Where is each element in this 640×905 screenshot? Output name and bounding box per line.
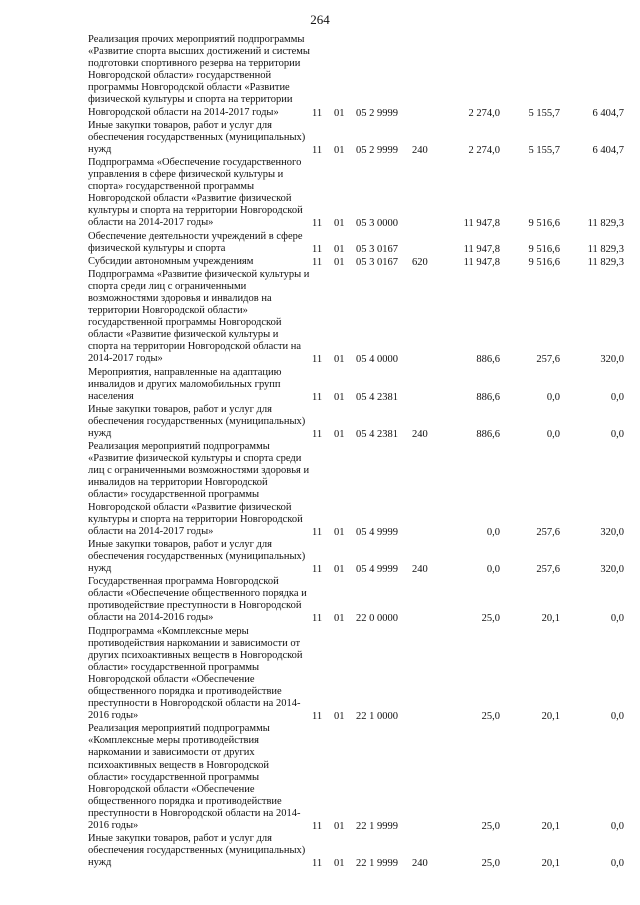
table-row: [88, 120, 624, 157]
target-article-code: 22 1 0000: [356, 711, 398, 723]
budget-table: [88, 34, 624, 870]
section-code: 11: [312, 354, 323, 366]
amount-col-3: 0,0: [610, 821, 624, 832]
amount-col-2: 0,0: [546, 391, 560, 403]
row-name: Иные закупки товаров, работ и услуг для обеспечения государственных (муниципальных) нужд: [88, 538, 306, 575]
amount-col-2: 0,0: [546, 429, 560, 440]
table-row: [88, 231, 624, 256]
amount-col-3: 11 829,3: [587, 243, 624, 255]
row-name: Подпрограмма «Развитие физической культуры и спорта среди лиц с ограниченными возможностями здоровья и инвалидов на территории Новгородской области» государственной программы Новгородской области «Развитие физической культуры и спорта на территории Новгородской области на 2014-2017 годы»: [88, 268, 310, 365]
subsection-code: 01: [334, 429, 345, 440]
subsection-code: 01: [334, 526, 345, 538]
amount-col-2: 5 155,7: [528, 144, 560, 156]
target-article-code: 22 1 9999: [356, 821, 398, 832]
expense-type-code: 240: [412, 144, 428, 156]
expense-type-code: 240: [412, 858, 428, 870]
section-code: 11: [312, 821, 323, 832]
table-row: [88, 157, 624, 231]
target-article-code: 05 4 2381: [356, 429, 398, 440]
row-name: Субсидии автономным учреждениям: [88, 255, 254, 267]
row-name: Иные закупки товаров, работ и услуг для обеспечения государственных (муниципальных) нужд: [88, 833, 306, 869]
amount-col-1: 886,6: [476, 354, 500, 366]
amount-col-2: 20,1: [541, 613, 560, 625]
amount-col-2: 257,6: [536, 564, 560, 576]
amount-col-3: 320,0: [600, 564, 624, 576]
section-code: 11: [312, 243, 323, 255]
expense-type-code: [412, 269, 438, 367]
expense-type-code: [412, 576, 438, 625]
row-name: Государственная программа Новгородской области «Обеспечение общественного порядка и противодействие преступности в Новгородской области на 2014-2016 годы»: [88, 576, 307, 624]
expense-type-code: [412, 367, 438, 404]
amount-col-3: 6 404,7: [592, 107, 624, 119]
amount-col-3: 320,0: [600, 526, 624, 538]
budget-table-body: [88, 34, 624, 870]
subsection-code: 01: [334, 256, 345, 268]
expense-type-code: [412, 157, 438, 231]
section-code: 11: [312, 613, 323, 625]
section-code: 11: [312, 564, 323, 576]
section-code: 11: [312, 429, 323, 440]
row-name: Подпрограмма «Комплексные меры противодействия наркомании и зависимости от других психоактивных веществ в Новгородской области» государственной программы Новгородской области «Обеспечение общественного порядка и противодействие преступности в Новгородской области на 2014-2016 годы»: [88, 625, 303, 722]
amount-col-1: 25,0: [481, 858, 500, 870]
expense-type-code: [412, 723, 438, 833]
table-row: [88, 626, 624, 724]
amount-col-1: 0,0: [486, 526, 500, 538]
page-number: 264: [310, 12, 330, 27]
subsection-code: 01: [334, 821, 345, 832]
amount-col-1: 25,0: [481, 821, 500, 832]
row-name: Реализация прочих мероприятий подпрограммы «Развитие спорта высших достижений и системы подготовки спортивного резерва на территории Новгородской области» государственной программы Новгородской области «Развитие физической культуры и спорта на территории Новгородской области на 2014-2017 годы»: [88, 34, 310, 118]
row-name: Реализация мероприятий подпрограммы «Комплексные меры противодействия наркомании и зависимости от других психоактивных веществ в Новгородской области» государственной программы Новгородской области «Обеспечение общественного порядка и противодействие преступности в Новгородской области на 2014-2016 годы»: [88, 723, 301, 831]
table-row: [88, 269, 624, 367]
amount-col-2: 20,1: [541, 711, 560, 723]
target-article-code: 05 3 0000: [356, 218, 398, 230]
section-code: 11: [312, 711, 323, 723]
amount-col-3: 6 404,7: [592, 144, 624, 156]
row-name: Иные закупки товаров, работ и услуг для обеспечения государственных (муниципальных) нужд: [88, 403, 306, 439]
target-article-code: 05 4 2381: [356, 391, 398, 403]
amount-col-2: 5 155,7: [528, 107, 560, 119]
row-name: Мероприятия, направленные на адаптацию инвалидов и других маломобильных групп населения: [88, 366, 282, 402]
section-code: 11: [312, 526, 323, 538]
target-article-code: 05 2 9999: [356, 107, 398, 119]
amount-col-2: 20,1: [541, 821, 560, 832]
subsection-code: 01: [334, 107, 345, 119]
table-row: [88, 441, 624, 539]
section-code: 11: [312, 144, 323, 156]
table-row: [88, 539, 624, 576]
subsection-code: 01: [334, 354, 345, 366]
amount-col-2: 257,6: [536, 526, 560, 538]
section-code: 11: [312, 858, 323, 870]
amount-col-3: 11 829,3: [587, 256, 624, 268]
target-article-code: 05 4 9999: [356, 564, 398, 576]
expense-type-code: 240: [412, 429, 428, 440]
table-row: [88, 256, 624, 269]
target-article-code: 22 0 0000: [356, 613, 398, 625]
row-name: Обеспечение деятельности учреждений в сфере физической культуры и спорта: [88, 230, 303, 254]
target-article-code: 05 4 9999: [356, 526, 398, 538]
table-row: [88, 576, 624, 625]
amount-col-1: 2 274,0: [468, 107, 500, 119]
target-article-code: 05 2 9999: [356, 144, 398, 156]
table-row: [88, 34, 624, 120]
subsection-code: 01: [334, 613, 345, 625]
expense-type-code: 620: [412, 256, 428, 268]
target-article-code: 05 4 0000: [356, 354, 398, 366]
row-name: Реализация мероприятий подпрограммы «Развитие физической культуры и спорта среди лиц с ограниченными возможностями здоровья и инвалидов на территории Новгородской области» государственной программы Новгородской области «Развитие физической культуры и спорта на территории Новгородской области на 2014-2017 годы»: [88, 441, 310, 537]
amount-col-1: 25,0: [481, 613, 500, 625]
amount-col-1: 2 274,0: [468, 144, 500, 156]
row-name: Подпрограмма «Обеспечение государственного управления в сфере физической культуры и спорта» государственной программы Новгородской области «Развитие физической культуры и спорта на территории Новгородской области на 2014-2017 годы»: [88, 156, 303, 229]
table-row: [88, 723, 624, 833]
subsection-code: 01: [334, 711, 345, 723]
section-code: 11: [312, 107, 323, 119]
amount-col-3: 320,0: [600, 354, 624, 366]
amount-col-2: 9 516,6: [528, 218, 560, 230]
amount-col-3: 0,0: [610, 858, 624, 870]
amount-col-1: 11 947,8: [463, 256, 500, 268]
amount-col-3: 0,0: [610, 613, 624, 625]
section-code: 11: [312, 391, 323, 403]
amount-col-1: 886,6: [476, 429, 500, 440]
section-code: 11: [312, 256, 323, 268]
subsection-code: 01: [334, 858, 345, 870]
amount-col-3: 11 829,3: [587, 218, 624, 230]
expense-type-code: [412, 626, 438, 724]
expense-type-code: [412, 231, 438, 256]
amount-col-2: 9 516,6: [528, 243, 560, 255]
target-article-code: 05 3 0167: [356, 256, 398, 268]
section-code: 11: [312, 218, 323, 230]
subsection-code: 01: [334, 391, 345, 403]
amount-col-1: 11 947,8: [463, 218, 500, 230]
amount-col-1: 11 947,8: [463, 243, 500, 255]
amount-col-1: 0,0: [486, 564, 500, 576]
expense-type-code: [412, 441, 438, 539]
subsection-code: 01: [334, 218, 345, 230]
subsection-code: 01: [334, 564, 345, 576]
subsection-code: 01: [334, 243, 345, 255]
amount-col-2: 9 516,6: [528, 256, 560, 268]
target-article-code: 22 1 9999: [356, 858, 398, 870]
amount-col-3: 0,0: [610, 711, 624, 723]
amount-col-2: 257,6: [536, 354, 560, 366]
amount-col-1: 25,0: [481, 711, 500, 723]
subsection-code: 01: [334, 144, 345, 156]
table-row: [88, 833, 624, 870]
table-row: [88, 404, 624, 441]
amount-col-3: 0,0: [610, 391, 624, 403]
expense-type-code: 240: [412, 564, 428, 576]
row-name: Иные закупки товаров, работ и услуг для обеспечения государственных (муниципальных) нужд: [88, 119, 306, 155]
target-article-code: 05 3 0167: [356, 243, 398, 255]
amount-col-1: 886,6: [476, 391, 500, 403]
amount-col-2: 20,1: [541, 858, 560, 870]
expense-type-code: [412, 34, 438, 120]
table-row: [88, 367, 624, 404]
amount-col-3: 0,0: [610, 429, 624, 440]
